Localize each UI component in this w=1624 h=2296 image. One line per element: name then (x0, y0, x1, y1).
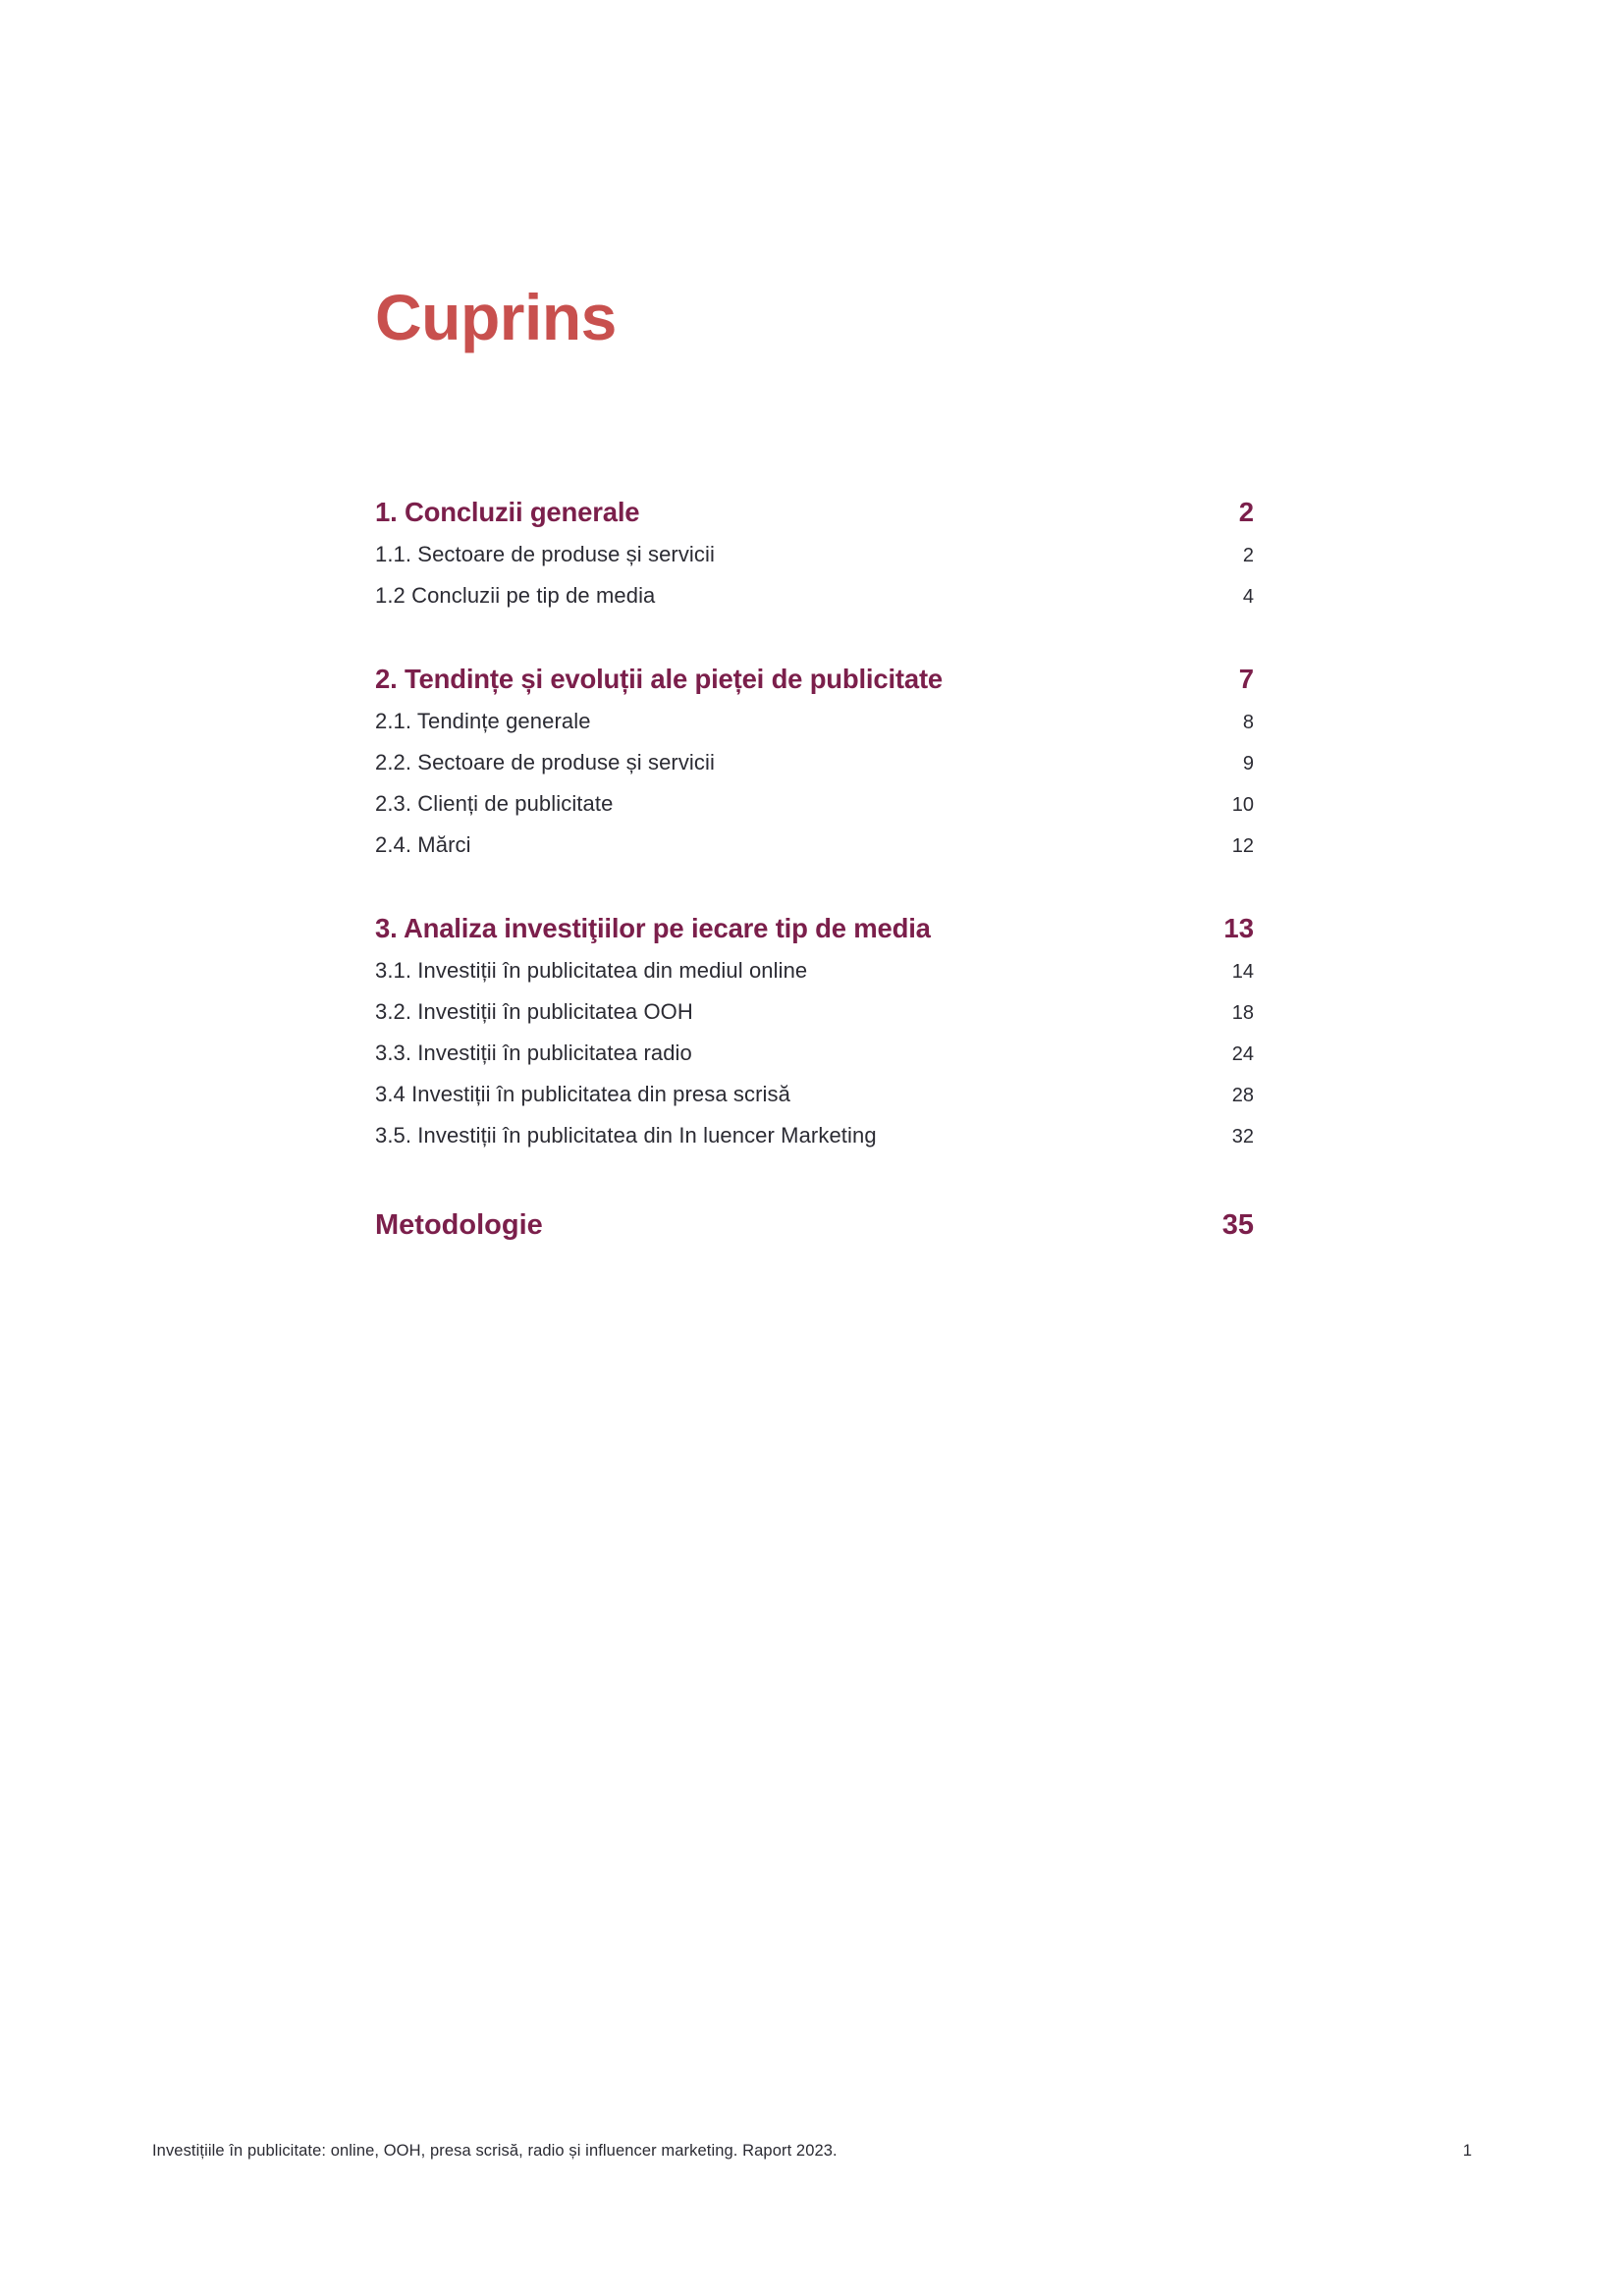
toc-section-1 (375, 497, 1254, 609)
toc-item-page: 18 (1231, 1002, 1254, 1024)
toc-chapter-3[interactable] (375, 913, 1254, 944)
toc-chapter-page: 13 (1223, 913, 1254, 943)
toc-section-2 (375, 664, 1254, 858)
toc-chapter-page: 2 (1238, 497, 1254, 527)
toc-item-label: 3.5. Investiții în publicitatea din In luencer Marketing (375, 1123, 877, 1148)
toc-item-2-1[interactable] (375, 709, 1254, 734)
table-of-contents (375, 497, 1254, 1242)
toc-chapter-label: Metodologie (375, 1209, 543, 1241)
toc-item-page: 8 (1242, 712, 1254, 733)
toc-item-1-2[interactable] (375, 583, 1254, 609)
toc-item-page: 32 (1231, 1126, 1254, 1148)
toc-chapter-1[interactable] (375, 497, 1254, 528)
toc-item-label: 1.2 Concluzii pe tip de media (375, 583, 656, 608)
toc-item-label: 3.2. Investiții în publicitatea OOH (375, 999, 693, 1024)
toc-item-page: 14 (1231, 961, 1254, 983)
toc-chapter-page: 35 (1221, 1209, 1254, 1241)
toc-item-page: 9 (1242, 753, 1254, 774)
toc-item-label: 3.3. Investiții în publicitatea radio (375, 1041, 692, 1065)
toc-item-label: 3.4 Investiții în publicitatea din presa scrisă (375, 1082, 790, 1106)
toc-item-2-2[interactable] (375, 750, 1254, 775)
toc-item-label: 3.1. Investiții în publicitatea din mediul online (375, 958, 808, 983)
toc-chapter-page: 7 (1238, 664, 1254, 694)
toc-item-page: 4 (1242, 586, 1254, 608)
toc-item-label: 2.1. Tendințe generale (375, 709, 591, 733)
toc-chapter-label: 2. Tendințe și evoluții ale pieței de publicitate (375, 664, 944, 694)
page-title: Cuprins (375, 281, 617, 353)
toc-content (375, 281, 1259, 1242)
toc-chapter-2[interactable] (375, 664, 1254, 695)
toc-item-page: 10 (1231, 794, 1254, 816)
page-footer (152, 2142, 1472, 2161)
toc-item-2-4[interactable] (375, 832, 1254, 858)
footer-report-title: Investițiile în publicitate: online, OOH, presa scrisă, radio și influencer marketing. Raport 2023. (152, 2142, 838, 2160)
toc-chapter-label: 3. Analiza investiţiilor pe iecare tip de media (375, 913, 931, 943)
footer-page-number: 1 (1462, 2142, 1472, 2160)
toc-chapter-label: 1. Concluzii generale (375, 497, 640, 527)
toc-item-3-2[interactable] (375, 999, 1254, 1025)
toc-item-page: 2 (1242, 545, 1254, 566)
toc-item-1-1[interactable] (375, 542, 1254, 567)
toc-item-page: 28 (1231, 1085, 1254, 1106)
toc-item-label: 2.2. Sectoare de produse și servicii (375, 750, 715, 774)
toc-item-3-3[interactable] (375, 1041, 1254, 1066)
toc-item-3-5[interactable] (375, 1123, 1254, 1148)
toc-item-label: 2.3. Clienți de publicitate (375, 791, 614, 816)
toc-section-methodology (375, 1209, 1254, 1242)
toc-item-label: 1.1. Sectoare de produse și servicii (375, 542, 715, 566)
toc-item-3-1[interactable] (375, 958, 1254, 984)
toc-item-page: 24 (1231, 1043, 1254, 1065)
toc-item-label: 2.4. Mărci (375, 832, 471, 857)
toc-item-page: 12 (1231, 835, 1254, 857)
toc-item-3-4[interactable] (375, 1082, 1254, 1107)
toc-chapter-methodology[interactable] (375, 1209, 1254, 1242)
toc-item-2-3[interactable] (375, 791, 1254, 817)
toc-section-3 (375, 913, 1254, 1148)
